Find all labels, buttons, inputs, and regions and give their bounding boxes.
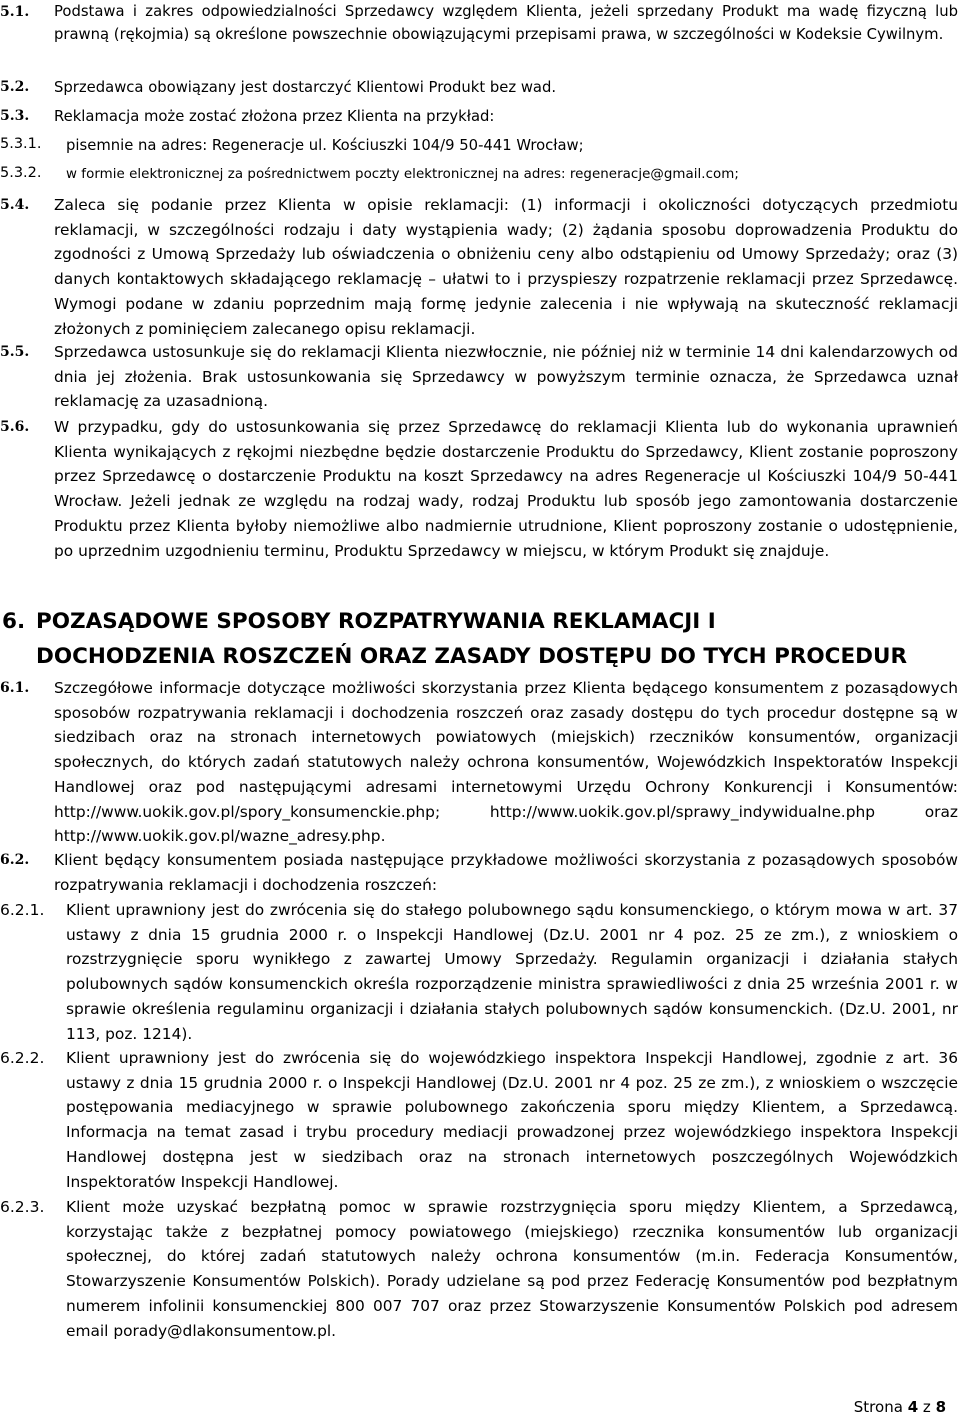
section-text: W przypadku, gdy do ustosunkowania się przez Sprzedawcę do reklamacji Klienta lub do wykonania uprawnień Klienta wynikających z rękojmi niezbędne będzie dostarczenie Produktu do Sprzedawcy, Klient zostanie poproszony przez Sprzedawcę o dostarczenie Produktu na koszt Sprzedawcy na adres Regeneracje ul Kościuszki 104/9 50-441 Wrocław. Jeżeli jednak ze względu na rodzaj wady, rodzaj Produktu lub sposób jego zamontowania dostarczenie Produktu przez Klienta byłoby niemożliwe albo nadmiernie utrudnione, Klient poproszony zostanie o udostępnienie, po uprzednim uzgodnieniu terminu, Produktu Sprzedawcy w miejscu, w którym Produkt się znajduje. (54, 418, 958, 560)
page-footer (854, 1398, 946, 1416)
section-text: Klient będący konsumentem posiada następujące przykładowe możliwości skorzystania z pozasądowych sposobów rozpatrywania reklamacji i dochodzenia roszczeń: (54, 851, 958, 894)
section-number: 6.2.1. (0, 901, 45, 919)
section-number: 5.2. (0, 79, 30, 95)
current-page-number: 4 (907, 1398, 919, 1416)
section-text: Klient może uzyskać bezpłatną pomoc w sprawie rozstrzygnięcia sporu między Klientem, a Sprzedawcą, korzystając także z bezpłatnej pomocy powiatowego (miejskiego) rzecznika konsumentów lub organizacji społecznej, do której zadań statutowych należy ochrona konsumentów (m.in. Federacja Konsumentów, Stowarzyszenie Konsumentów Polskich). Porady udzielane są pod przez Federację Konsumentów pod bezpłatnym numerem infolinii konsumenckiej 800 007 707 oraz przez Stowarzyszenie Konsumentów Polskich pod adresem email porady@dlakonsumentow.pl. (66, 1198, 958, 1340)
section-number: 6.2.2. (0, 1049, 45, 1067)
section-number: 5.6. (0, 419, 30, 435)
chapter-title-line-2: DOCHODZENIA ROSZCZEŃ ORAZ ZASADY DOSTĘPU DO TYCH PROCEDUR (36, 644, 908, 669)
section-number: 5.3.1. (0, 136, 42, 152)
chapter-title-line-1: POZASĄDOWE SPOSOBY ROZPATRYWANIA REKLAMACJI I (36, 609, 716, 634)
page-label: Strona (853, 1398, 903, 1416)
section-number: 5.5. (0, 344, 30, 360)
section-number: 5.4. (0, 197, 30, 213)
section-text: pisemnie na adres: Regeneracje ul. Kościuszki 104/9 50-441 Wrocław; (66, 137, 584, 154)
section-number: 5.3. (0, 108, 30, 124)
section-text: Szczegółowe informacje dotyczące możliwości skorzystania przez Klienta będącego konsumentem z pozasądowych sposobów rozpatrywania reklamacji i dochodzenia roszczeń oraz zasady dostępu do tych procedur dostępne są w siedzibach oraz na stronach internetowych powiatowych (miejskich) rzeczników konsumentów, organizacji społecznych, do których zadań statutowych należy ochrona konsumentów, Wojewódzkich Inspektoratów Inspekcji Handlowej oraz pod następującymi adresami internetowymi Urzędu Ochrony Konkurencji i Konsumentów: http://www.uokik.gov.pl/spory_konsumenckie.php; http://www.uokik.gov.pl/sprawy_indywidualne.php oraz http://www.uokik.gov.pl/wazne_adresy.php. (54, 679, 958, 846)
page-separator: z (922, 1398, 931, 1416)
section-text: Zaleca się podanie przez Klienta w opisie reklamacji: (1) informacji i okoliczności dotyczących przedmiotu reklamacji, w szczególności rodzaju i daty wystąpienia wady; (2) żądania sposobu doprowadzenia Produktu do zgodności z Umową Sprzedaży lub oświadczenia o obniżeniu ceny albo odstąpieniu od Umowy Sprzedaży; oraz (3) danych kontaktowych składającego reklamację – ułatwi to i przyspieszy rozpatrzenie reklamacji przez Sprzedawcę. Wymogi podane w zdaniu poprzednim mają formę jedynie zalecenia i nie wpływają na skuteczność reklamacji złożonych z pominięciem zalecanego opisu reklamacji. (54, 196, 958, 338)
section-number: 6.1. (0, 680, 30, 696)
section-number: 5.1. (0, 4, 30, 20)
section-number: 6.2. (0, 852, 30, 868)
section-text: w formie elektronicznej za pośrednictwem poczty elektronicznej na adres: regeneracje@gmail.com; (66, 167, 739, 182)
section-text: Klient uprawniony jest do zwrócenia się do stałego polubownego sądu konsumenckiego, o którym mowa w art. 37 ustawy z dnia 15 grudnia 2000 r. o Inspekcji Handlowej (Dz.U. 2001 nr 4 poz. 25 ze zm.), z wnioskiem o rozstrzygnięcie sporu wynikłego z zawartej Umowy Sprzedaży. Regulamin organizacji i działania stałych polubownych sądów konsumenckich określa rozporządzenie ministra sprawiedliwości z dnia 25 września 2001 r. w sprawie określenia regulaminu organizacji i działania stałych polubownych sądów konsumenckich. (Dz.U. 2001, nr 113, poz. 1214). (66, 901, 958, 1043)
section-text: Sprzedawca ustosunkuje się do reklamacji Klienta niezwłocznie, nie później niż w terminie 14 dni kalendarzowych od dnia jej złożenia. Brak ustosunkowania się Sprzedawcy w powyższym terminie oznacza, że Sprzedawca uznał reklamację za uzasadnioną. (54, 343, 958, 411)
section-text: Klient uprawniony jest do zwrócenia się do wojewódzkiego inspektora Inspekcji Handlowej, zgodnie z art. 36 ustawy z dnia 15 grudnia 2000 r. o Inspekcji Handlowej (Dz.U. 2001 nr 4 poz. 25 ze zm.), z wnioskiem o wszczęcie postępowania mediacyjnego w sprawie polubownego zakończenia sporu między Klientem, a Sprzedawcą. Informacja na temat zasad i trybu procedury mediacji prowadzonej przez wojewódzkiego inspektora Inspekcji Handlowej dostępna jest w siedzibach oraz na stronach internetowych poszczególnych Wojewódzkich Inspektoratów Inspekcji Handlowej. (66, 1049, 958, 1191)
total-pages-number: 8 (935, 1398, 946, 1416)
chapter-number: 6. (2, 609, 26, 634)
section-text: Reklamacja może zostać złożona przez Klienta na przykład: (54, 108, 495, 125)
section-text: Sprzedawca obowiązany jest dostarczyć Klientowi Produkt bez wad. (54, 79, 557, 96)
section-number: 5.3.2. (0, 165, 42, 181)
section-number: 6.2.3. (0, 1198, 45, 1216)
section-text: Podstawa i zakres odpowiedzialności Sprzedawcy względem Klienta, jeżeli sprzedany Produkt ma wadę fizyczną lub prawną (rękojmia) są określone powszechnie obowiązującymi przepisami prawa, w szczególności w Kodeksie Cywilnym. (54, 3, 958, 43)
